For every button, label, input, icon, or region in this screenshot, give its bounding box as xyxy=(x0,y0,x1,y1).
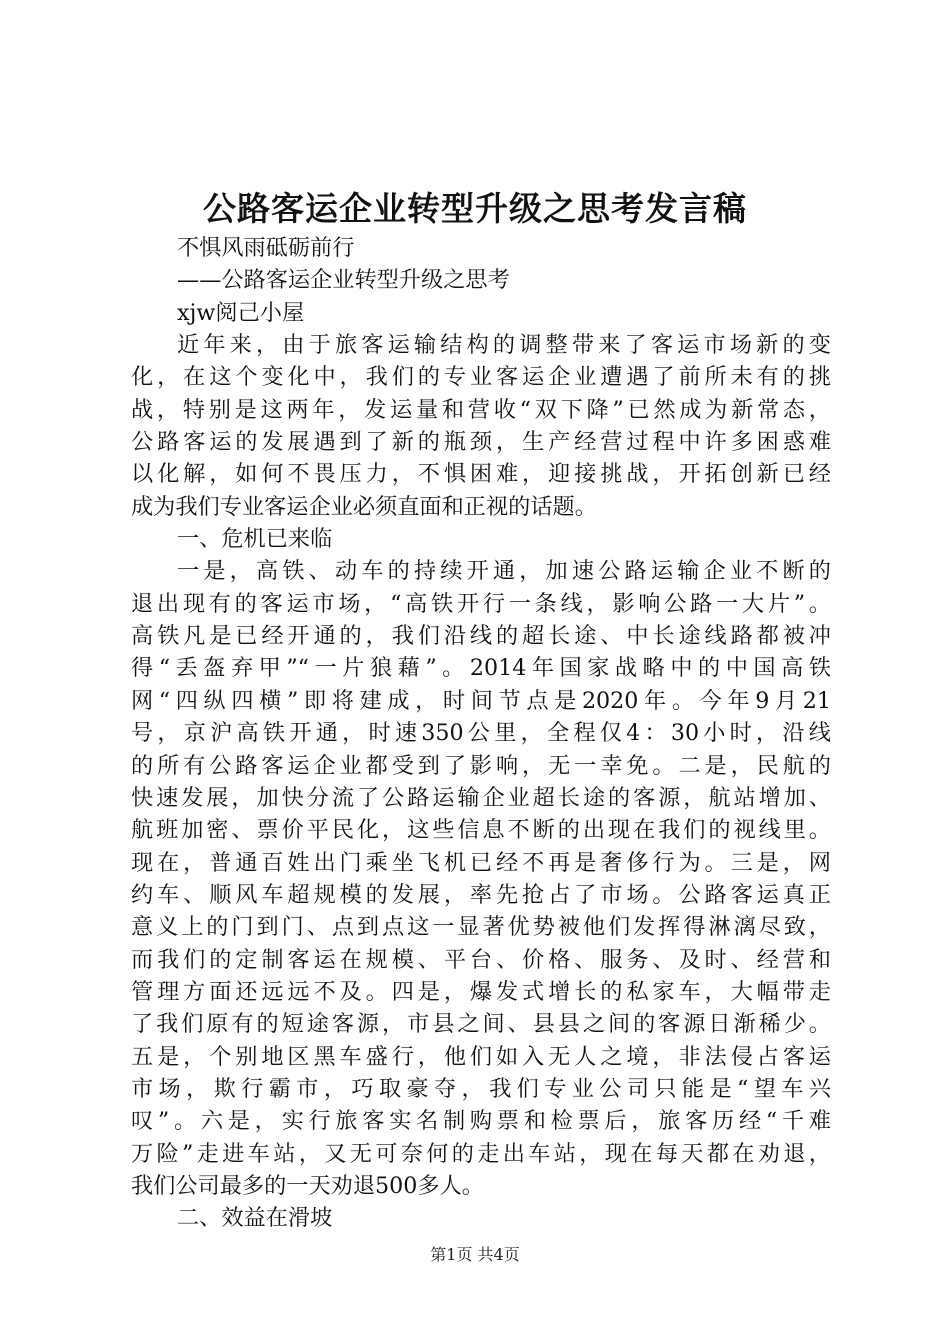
body-line: 快速发展，加快分流了公路运输企业超长途的客源，航站增加、 xyxy=(131,784,831,811)
body-line: 战，特别是这两年，发运量和营收“双下降”已然成为新常态， xyxy=(131,396,831,423)
body-line: 一是，高铁、动车的持续开通，加速公路运输企业不断的 xyxy=(177,558,831,585)
body-line: 的所有公路客运企业都受到了影响，无一幸免。二是，民航的 xyxy=(131,752,831,779)
body-line: 市场，欺行霸市，巧取豪夺，我们专业公司只能是“望车兴 xyxy=(131,1075,831,1102)
body-line: 成为我们专业客运企业必须直面和正视的话题。 xyxy=(131,493,597,520)
page-footer: 第1页 共4页 xyxy=(430,1245,520,1264)
body-line: 二、效益在滑坡 xyxy=(177,1205,333,1232)
body-line: xjw阅己小屋 xyxy=(177,299,305,326)
body-line: 航班加密、票价平民化，这些信息不断的出现在我们的视线里。 xyxy=(131,817,831,844)
body-line: 公路客运的发展遇到了新的瓶颈，生产经营过程中许多困惑难 xyxy=(131,429,831,456)
body-line: 五是，个别地区黑车盛行，他们如入无人之境，非法侵占客运 xyxy=(131,1043,831,1070)
body-line: 高铁凡是已经开通的，我们沿线的超长途、中长途线路都被冲 xyxy=(131,623,831,650)
body-line: 化，在这个变化中，我们的专业客运企业遭遇了前所未有的挑 xyxy=(131,364,831,391)
body-line: 一、危机已来临 xyxy=(177,526,333,553)
document-body xyxy=(131,232,831,1235)
body-line: 意义上的门到门、点到点这一显著优势被他们发挥得淋漓尽致， xyxy=(131,914,831,941)
body-line: ——公路客运企业转型升级之思考 xyxy=(177,267,510,294)
body-line: 近年来，由于旅客运输结构的调整带来了客运市场新的变 xyxy=(177,332,831,359)
body-line: 叹”。六是，实行旅客实名制购票和检票后，旅客历经“千难 xyxy=(131,1108,831,1135)
body-line: 而我们的定制客运在规模、平台、价格、服务、及时、经营和 xyxy=(131,946,831,973)
body-line: 不惧风雨砥砺前行 xyxy=(177,235,355,261)
body-line: 得“丢盔弃甲”“一片狼藉”。2014年国家战略中的中国高铁 xyxy=(131,655,831,682)
body-line: 网“四纵四横”即将建成，时间节点是2020年。今年9月21 xyxy=(131,687,831,714)
body-line: 万险”走进车站，又无可奈何的走出车站，现在每天都在劝退， xyxy=(131,1140,831,1167)
body-line: 现在，普通百姓出门乘坐飞机已经不再是奢侈行为。三是，网 xyxy=(131,849,831,876)
body-line: 我们公司最多的一天劝退500多人。 xyxy=(131,1172,484,1199)
document-title: 公路客运企业转型升级之思考发言稿 xyxy=(203,189,747,228)
body-line: 约车、顺风车超规模的发展，率先抢占了市场。公路客运真正 xyxy=(131,881,831,908)
body-line: 以化解，如何不畏压力，不惧困难，迎接挑战，开拓创新已经 xyxy=(131,461,831,488)
body-line: 退出现有的客运市场，“高铁开行一条线，影响公路一大片”。 xyxy=(131,590,831,617)
body-line: 了我们原有的短途客源，市县之间、县县之间的客源日渐稀少。 xyxy=(131,1011,831,1038)
body-line: 号，京沪高铁开通，时速350公里，全程仅4：30小时，沿线 xyxy=(131,720,831,747)
body-line: 管理方面还远远不及。四是，爆发式增长的私家车，大幅带走 xyxy=(131,978,831,1005)
